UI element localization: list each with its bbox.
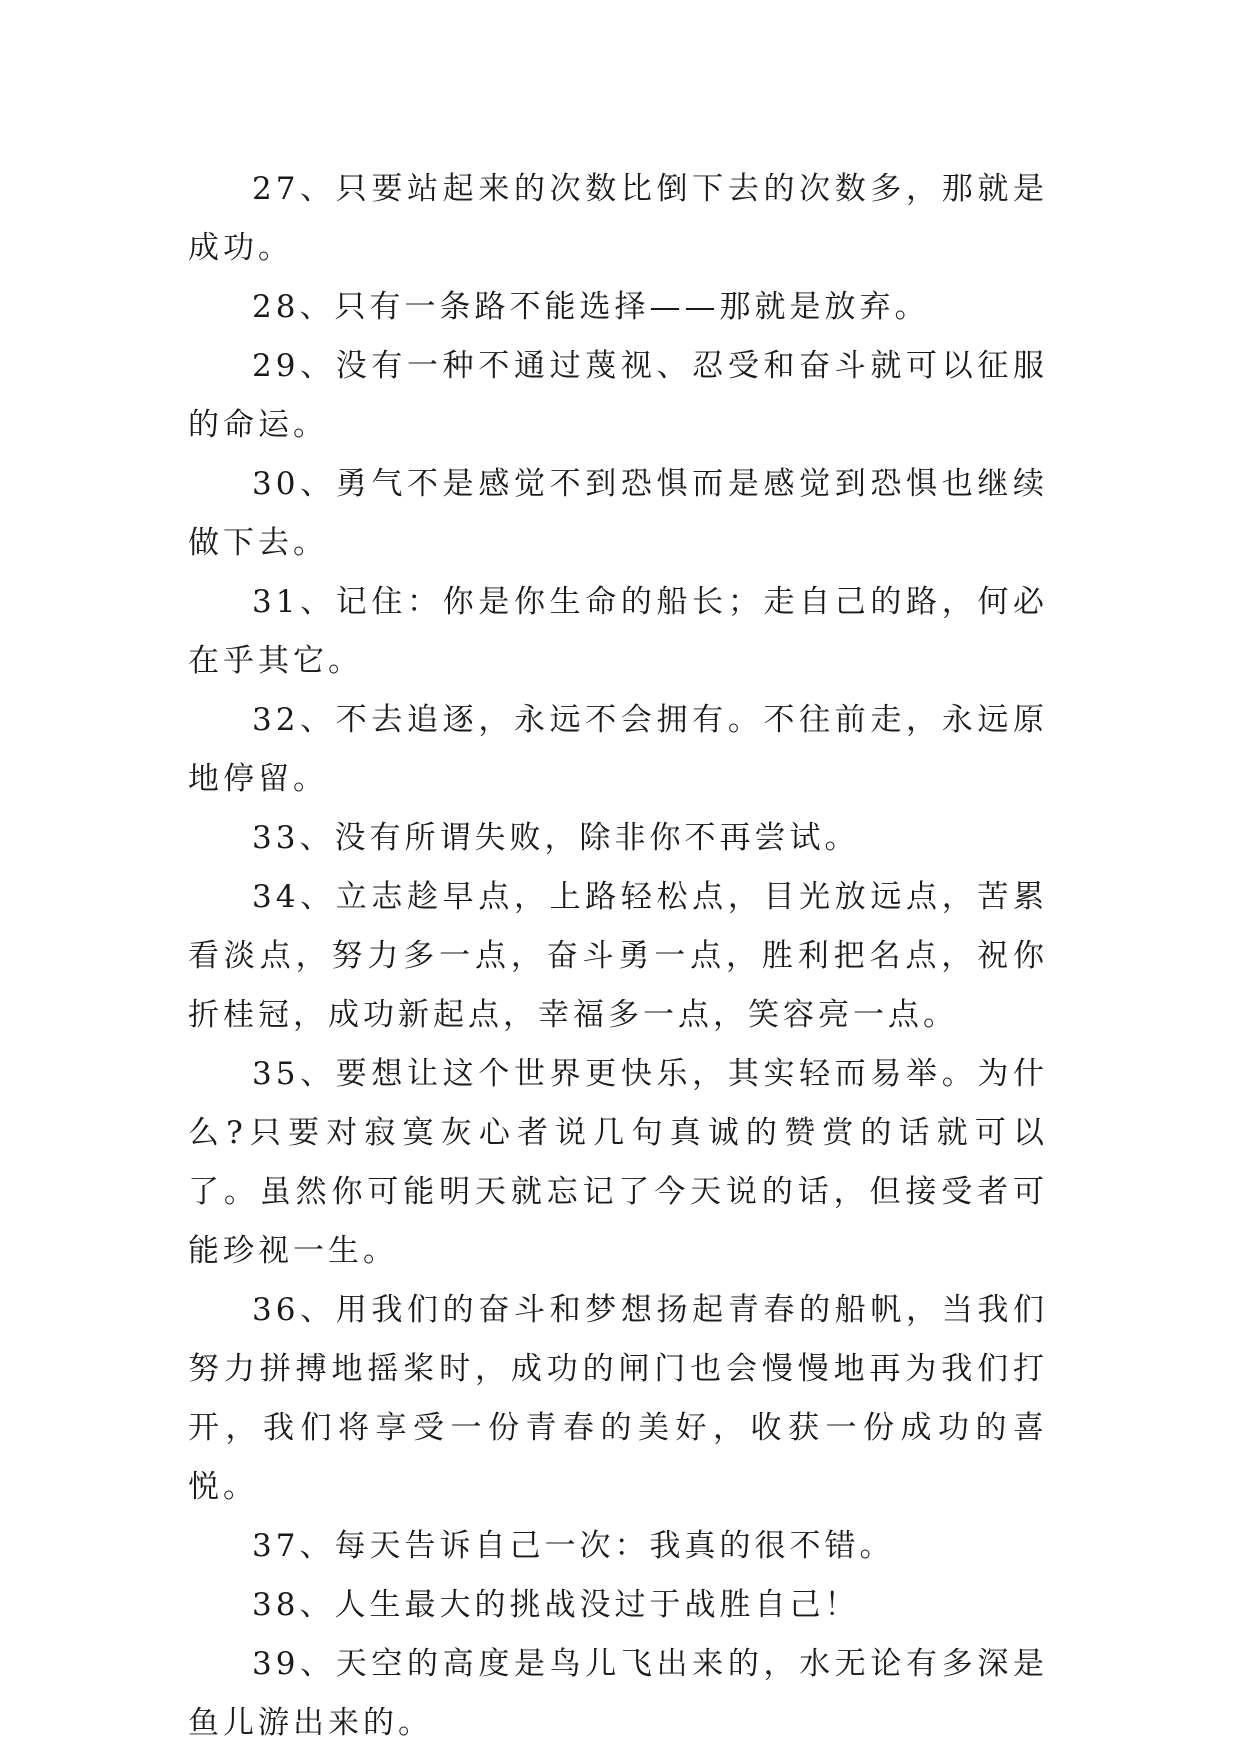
paragraph-31: 31、记住：你是你生命的船长；走自己的路，何必在乎其它。 <box>188 584 1048 679</box>
paragraph-34: 34、立志趁早点，上路轻松点，目光放远点，苦累看淡点，努力多一点，奋斗勇一点，胜利把名点，祝你折桂冠，成功新起点，幸福多一点，笑容亮一点。 <box>188 879 1048 1033</box>
paragraph-36: 36、用我们的奋斗和梦想扬起青春的船帆，当我们努力拼搏地摇桨时，成功的闸门也会慢慢地再为我们打开，我们将享受一份青春的美好，收获一份成功的喜悦。 <box>188 1292 1048 1505</box>
paragraph-37: 37、每天告诉自己一次：我真的很不错。 <box>252 1528 895 1564</box>
paragraph-33: 33、没有所谓失败，除非你不再尝试。 <box>252 820 860 856</box>
paragraph-38: 38、人生最大的挑战没过于战胜自己！ <box>252 1587 860 1623</box>
paragraph-29: 29、没有一种不通过蔑视、忍受和奋斗就可以征服的命运。 <box>188 348 1048 443</box>
paragraph-35: 35、要想让这个世界更快乐，其实轻而易举。为什么?只要对寂寞灰心者说几句真诚的赞赏的话就可以了。虽然你可能明天就忘记了今天说的话，但接受者可能珍视一生。 <box>188 1056 1048 1269</box>
paragraph-27: 27、只要站起来的次数比倒下去的次数多，那就是成功。 <box>188 171 1048 266</box>
paragraph-32: 32、不去追逐，永远不会拥有。不往前走，永远原地停留。 <box>188 702 1048 797</box>
paragraph-28: 28、只有一条路不能选择——那就是放弃。 <box>252 289 930 325</box>
document-body <box>188 160 1048 1753</box>
paragraph-30: 30、勇气不是感觉不到恐惧而是感觉到恐惧也继续做下去。 <box>188 466 1048 561</box>
paragraph-39: 39、天空的高度是鸟儿飞出来的，水无论有多深是鱼儿游出来的。 <box>188 1646 1048 1741</box>
